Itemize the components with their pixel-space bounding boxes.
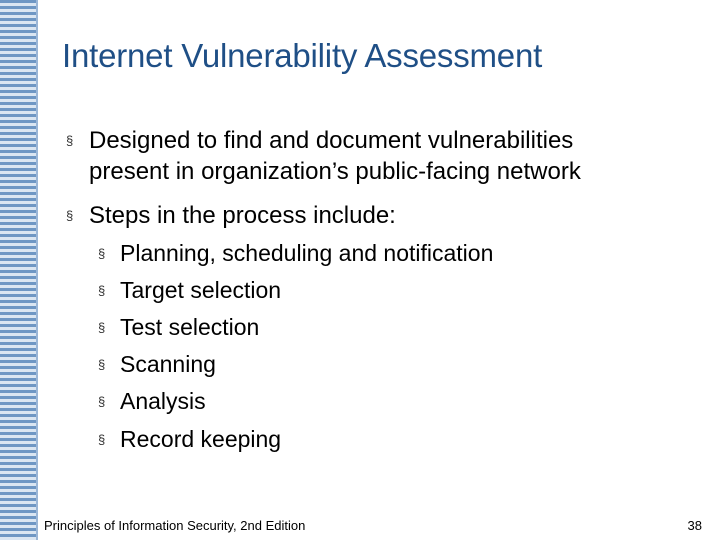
footer-book-title: Principles of Information Security, 2nd Edition bbox=[44, 518, 306, 533]
sub-bullet-item bbox=[98, 424, 282, 455]
sub-bullet-text: Analysis bbox=[120, 388, 206, 414]
bullet-icon: § bbox=[98, 432, 106, 447]
bullet-icon: § bbox=[66, 208, 74, 223]
slide-title: Internet Vulnerability Assessment bbox=[62, 37, 543, 74]
bullet-icon: § bbox=[98, 283, 106, 298]
bullet-item bbox=[66, 200, 396, 231]
bullet-icon: § bbox=[98, 357, 106, 372]
bullet-text-line: Designed to find and document vulnerabilities bbox=[89, 127, 574, 154]
bullet-icon: § bbox=[66, 133, 74, 148]
bullet-text-line: present in organization’s public-facing network bbox=[89, 158, 581, 185]
sub-bullet-text: Target selection bbox=[120, 277, 282, 303]
bullet-item bbox=[66, 125, 581, 187]
sub-bullet-item bbox=[98, 312, 260, 343]
sub-bullet-item bbox=[98, 386, 206, 417]
sub-bullet-item bbox=[98, 238, 494, 269]
sub-bullet-text: Scanning bbox=[120, 351, 216, 377]
bullet-icon: § bbox=[98, 246, 106, 261]
sub-bullet-text: Test selection bbox=[120, 314, 260, 340]
decorative-striped-sidebar bbox=[0, 0, 36, 540]
sub-bullet-text: Record keeping bbox=[120, 426, 282, 452]
sub-bullet-item bbox=[98, 275, 282, 306]
bullet-text-line: Steps in the process include: bbox=[89, 202, 396, 229]
sub-bullet-item bbox=[98, 349, 216, 380]
page-number: 38 bbox=[687, 518, 702, 533]
bullet-icon: § bbox=[98, 320, 106, 335]
sidebar-edge bbox=[36, 0, 38, 540]
bullet-icon: § bbox=[98, 394, 106, 409]
sub-bullet-text: Planning, scheduling and notification bbox=[120, 240, 494, 266]
